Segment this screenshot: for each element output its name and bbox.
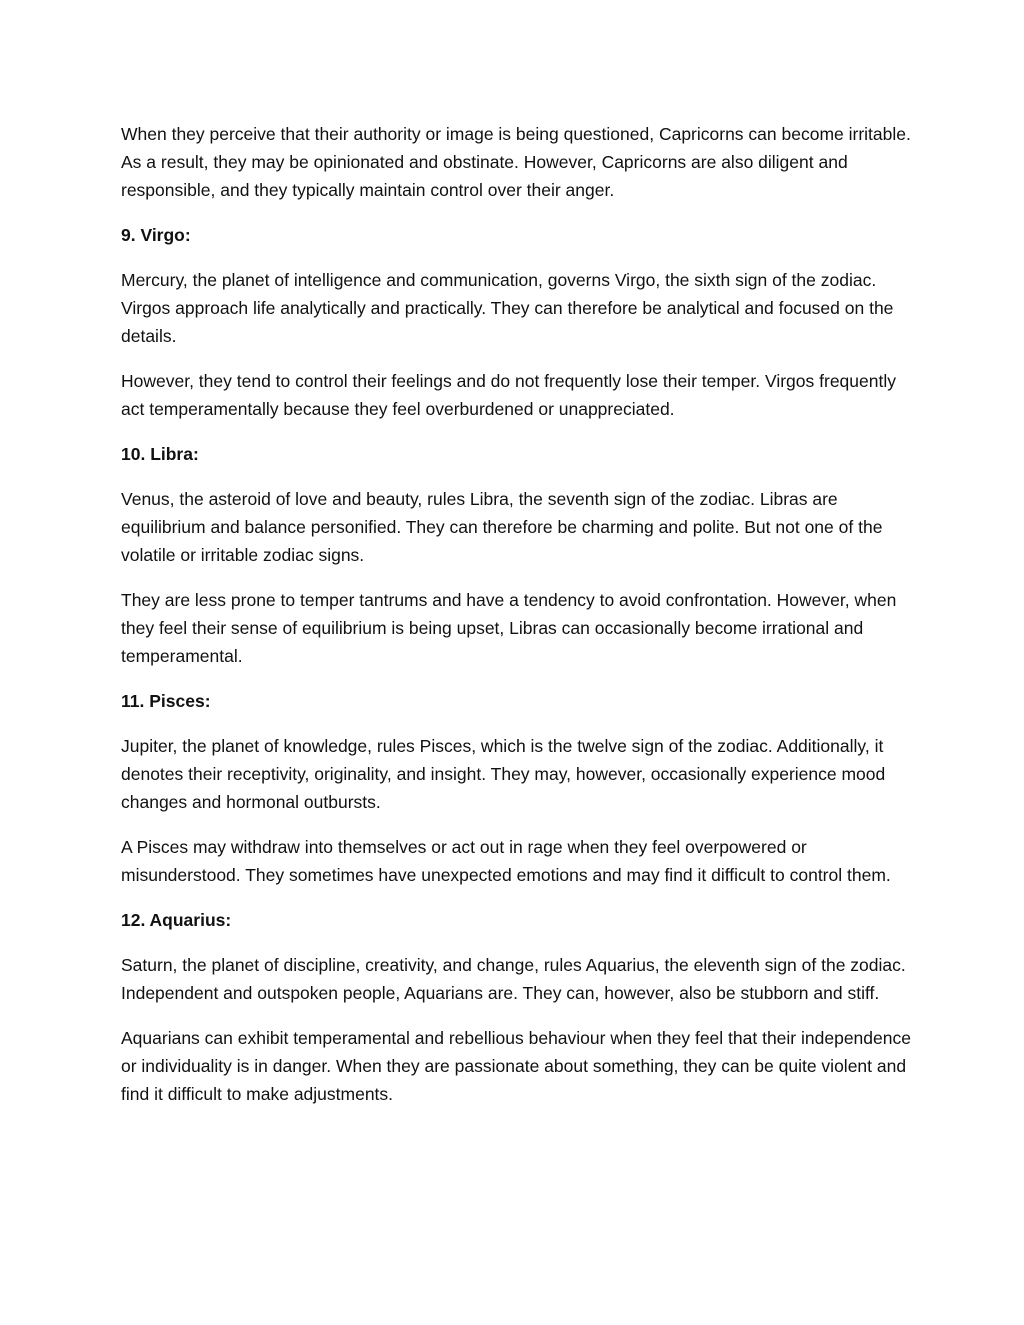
capricorn-anger-paragraph: When they perceive that their authority or image is being questioned, Capricorns can become irritable. As a result, they may be opinionated and obstinate. However, Capricorns are also diligent and responsible, and they typically maintain control over their anger. <box>121 124 911 200</box>
pisces-intro-paragraph: Jupiter, the planet of knowledge, rules Pisces, which is the twelve sign of the zodiac. Additionally, it denotes their receptivity, originality, and insight. They may, however, occasionally experience mood changes and hormonal outbursts. <box>121 736 886 812</box>
aquarius-temper-paragraph: Aquarians can exhibit temperamental and rebellious behaviour when they feel that their independence or individuality is in danger. When they are passionate about something, they can be quite violent and find it difficult to make adjustments. <box>121 1028 911 1104</box>
virgo-temper-paragraph: However, they tend to control their feelings and do not frequently lose their temper. Virgos frequently act temperamentally because they feel overburdened or unappreciated. <box>121 371 896 419</box>
libra-intro-paragraph: Venus, the asteroid of love and beauty, rules Libra, the seventh sign of the zodiac. Libras are equilibrium and balance personified. They can therefore be charming and polite. But not one of the volatile or irritable zodiac signs. <box>121 489 883 565</box>
libra-temper-paragraph: They are less prone to temper tantrums and have a tendency to avoid confrontation. However, when they feel their sense of equilibrium is being upset, Libras can occasionally become irrational and temperamental. <box>121 590 897 666</box>
pisces-temper-paragraph: A Pisces may withdraw into themselves or act out in rage when they feel overpowered or misunderstood. They sometimes have unexpected emotions and may find it difficult to control them. <box>121 837 891 885</box>
aquarius-heading: 12. Aquarius: <box>121 910 232 930</box>
document-page <box>121 120 911 1125</box>
virgo-heading: 9. Virgo: <box>121 225 191 245</box>
libra-heading: 10. Libra: <box>121 444 199 464</box>
virgo-intro-paragraph: Mercury, the planet of intelligence and communication, governs Virgo, the sixth sign of the zodiac. Virgos approach life analytically and practically. They can therefore be analytical and focused on the details. <box>121 270 894 346</box>
pisces-heading: 11. Pisces: <box>121 691 211 711</box>
aquarius-intro-paragraph: Saturn, the planet of discipline, creativity, and change, rules Aquarius, the eleventh sign of the zodiac. Independent and outspoken people, Aquarians are. They can, however, also be stubborn and stiff. <box>121 955 906 1003</box>
